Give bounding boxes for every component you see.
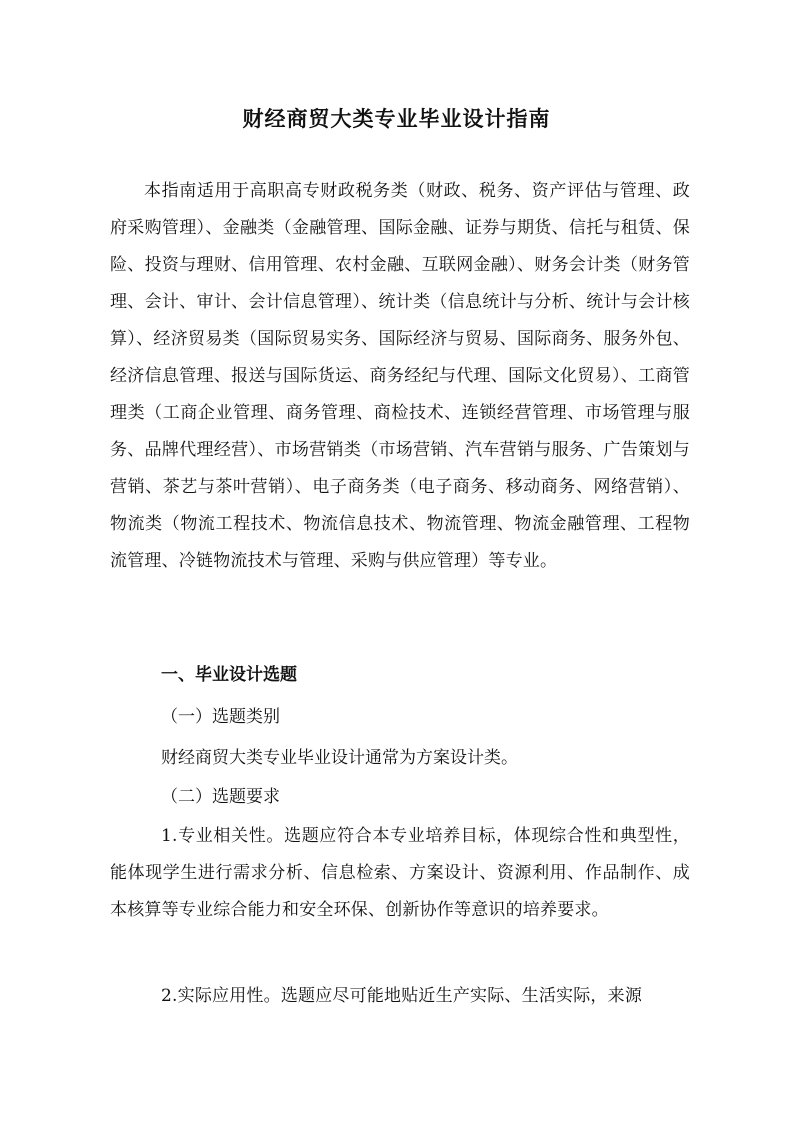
- intro-paragraph: 本指南适用于高职高专财政税务类（财政、税务、资产评估与管理、政府采购管理）、金融类（金融管理、国际金融、证券与期货、信托与租赁、保险、投资与理财、信用管理、农村金融、互联网金融）、财务会计类（财务管理、会计、审计、会计信息管理）、统计类（信息统计与分析、统计与会计核算）、经济贸易类（国际贸易实务、国际经济与贸易、国际商务、服务外包、经济信息管理、报送与国际货运、商务经纪与代理、国际文化贸易）、工商管理类（工商企业管理、商务管理、商检技术、连锁经营管理、市场管理与服务、品牌代理经营）、市场营销类（市场营销、汽车营销与服务、广告策划与营销、茶艺与茶叶营销）、电子商务类（电子商务、移动商务、网络营销）、物流类（物流工程技术、物流信息技术、物流管理、物流金融管理、工程物流管理、冷链物流技术与管理、采购与供应管理）等专业。: [110, 181, 690, 571]
- subsection-heading-topic-requirements: （二）选题要求: [161, 787, 280, 807]
- requirement-professional-relevance: 1.专业相关性。选题应符合本专业培养目标，体现综合性和典型性，能体现学生进行需求分析、信息检索、方案设计、资源利用、作品制作、成本核算等专业综合能力和安全环保、创新协作等意识的培养要求。: [110, 826, 690, 920]
- requirement-practical-application: 2.实际应用性。选题应尽可能地贴近生产实际、生活实际，来源: [161, 986, 643, 1006]
- document-title: 财经商贸大类专业毕业设计指南: [242, 107, 551, 131]
- subsection-heading-topic-category: （一）选题类别: [161, 707, 280, 727]
- section-heading-topic-selection: 一、毕业设计选题: [161, 665, 297, 685]
- topic-category-text: 财经商贸大类专业毕业设计通常为方案设计类。: [161, 748, 518, 768]
